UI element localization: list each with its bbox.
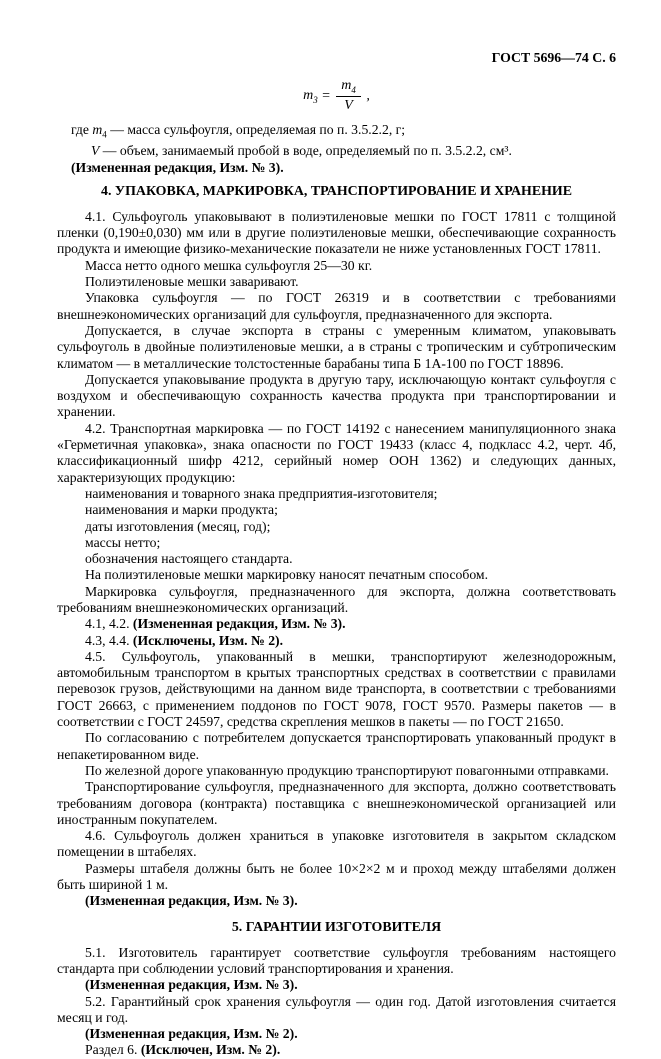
list-item-line: обозначения настоящего стандарта.	[85, 551, 293, 567]
legend-var-v: V	[91, 143, 100, 159]
paragraph: По железной дороге упакованную продукцию транспортируют повагонными отправками.	[85, 762, 609, 778]
formula-den-var: V	[344, 98, 353, 114]
edit-note: (Измененная редакция, Изм. № 3).	[85, 977, 298, 993]
edit-note: (Измененная редакция, Изм. № 3).	[85, 893, 298, 909]
formula-num-var: m	[341, 78, 352, 93]
paragraph-4-6: 4.6. Сульфоуголь должен храниться в упаковке изготовителя в закрытом складском помещении в штабелях.	[57, 828, 616, 860]
legend-var-m-sub: 4	[102, 129, 107, 140]
paragraph: Полиэтиленовые мешки заваривают.	[85, 274, 299, 290]
formula-trailing-comma: ,	[362, 88, 370, 104]
formula-denominator	[336, 97, 361, 114]
formula-lhs-sub: 3	[313, 95, 318, 106]
paragraph: Упаковка сульфоугля — по ГОСТ 26319 и в соответствии с требованиями внешнеэкономических организаций для сульфоугля, предназначенного для экспорта.	[57, 290, 616, 322]
section-4-heading: 4. УПАКОВКА, МАРКИРОВКА, ТРАНСПОРТИРОВАНИЕ И ХРАНЕНИЕ	[101, 183, 572, 199]
paragraph: Масса нетто одного мешка сульфоугля 25—30 кг.	[85, 257, 373, 273]
edit-note-bold-text: (Исключены, Изм. № 2).	[132, 632, 284, 648]
legend-m-description: — масса сульфоугля, определяемая по п. 3.5.2.2, г;	[106, 122, 406, 138]
formula-num-sub: 4	[351, 84, 356, 95]
edit-note: (Измененная редакция, Изм. № 3).	[71, 159, 284, 175]
formula-legend-line-2	[57, 143, 616, 159]
paragraph: Маркировка сульфоугля, предназначенного для экспорта, должна соответствовать требованиям внешнеэкономических организаций.	[57, 583, 616, 615]
legend-where-word: где	[71, 122, 93, 138]
paragraph-4-1: 4.1. Сульфоуголь упаковывают в полиэтиленовые мешки по ГОСТ 17811 с толщиной пленки (0,190±0,030) мм или в другие полиэтиленовые мешки, обеспечивающие сохранность продукта и имеющие физико-механические показатели не ниже установленных ГОСТ 17811.	[57, 208, 616, 257]
formula-lhs	[303, 88, 318, 106]
formula-numerator	[336, 78, 361, 97]
section-6-excluded-line	[57, 1042, 616, 1058]
page-header: ГОСТ 5696—74 С. 6	[491, 50, 616, 65]
section-5-heading: 5. ГАРАНТИИ ИЗГОТОВИТЕЛЯ	[231, 919, 442, 935]
edit-note-bold-text: (Измененная редакция, Изм. № 3).	[132, 616, 346, 632]
formula	[57, 78, 616, 114]
section-6-label: Раздел 6.	[85, 1042, 141, 1058]
paragraph-5-1: 5.1. Изготовитель гарантирует соответствие сульфоугля требованиям настоящего стандарта при соблюдении условий транспортирования и хранения.	[57, 944, 616, 976]
legend-v-description: — объем, занимаемый пробой в воде, определяемый по п. 3.5.2.2, см³.	[99, 143, 512, 159]
legend-var-m: m	[92, 122, 103, 138]
edit-note-bold-text: (Исключен, Изм. № 2).	[140, 1042, 281, 1058]
list-item-line: даты изготовления (месяц, год);	[85, 518, 271, 534]
list-item-line: массы нетто;	[85, 534, 161, 550]
paragraph: На полиэтиленовые мешки маркировку наносят печатным способом.	[85, 567, 489, 583]
paragraph-4-2: 4.2. Транспортная маркировка — по ГОСТ 14192 с нанесением манипуляционного знака «Герметичная упаковка», знака опасности по ГОСТ 19433 (класс 4, подкласс 4.2, черт. 4б, классификационный шифр 4212, серийный номер ООН 1362) и следующих данных, характеризующих продукцию:	[57, 420, 616, 485]
list-item-line: наименования и марки продукта;	[85, 502, 278, 518]
paragraph: Допускается упаковывание продукта в другую тару, исключающую контакт сульфоугля с воздухом и обеспечивающую сохранность качества продукта при транспортировании и хранении.	[57, 371, 616, 420]
paragraph-4-5: 4.5. Сульфоуголь, упакованный в мешки, транспортируют железнодорожным, автомобильным транспортом в крытых транспортных средствах в соответствии с правилами перевозок грузов, действующими на данном виде транспорта, в соответствии с требованиями ГОСТ 26663, с применением поддонов по ГОСТ 9078, ГОСТ 9570. Размеры пакетов — в соответствии с ГОСТ 24597, средства скрепления мешков в пакеты — по ГОСТ 21650.	[57, 648, 616, 730]
edit-note-4-1-4-2	[57, 616, 616, 632]
formula-equals: =	[317, 88, 335, 104]
clause-numbers: 4.3, 4.4.	[85, 632, 133, 648]
clause-numbers: 4.1, 4.2.	[85, 616, 133, 632]
list-item-line: наименования и товарного знака предприятия-изготовителя;	[85, 485, 438, 501]
formula-lhs-var: m	[303, 88, 314, 104]
paragraph: Допускается, в случае экспорта в страны с умеренным климатом, упаковывать сульфоуголь в двойные полиэтиленовые мешки, а в страны с тропическим и субтропическим климатом — в металлические толстостенные барабаны типа Б 1А-100 по ГОСТ 18896.	[57, 322, 616, 371]
formula-fraction	[336, 78, 361, 114]
paragraph: Транспортирование сульфоугля, предназначенного для экспорта, должно соответствовать требованиям договора (контракта) поставщика с внешнеэкономической организацией или иностранным покупателем.	[57, 779, 616, 827]
edit-note-4-3-4-4	[57, 633, 616, 649]
edit-note: (Измененная редакция, Изм. № 2).	[85, 1026, 298, 1042]
formula-legend-line-1	[57, 122, 616, 143]
paragraph: По согласованию с потребителем допускается транспортировать упакованный продукт в непакетированном виде.	[57, 730, 616, 762]
paragraph-5-2: 5.2. Гарантийный срок хранения сульфоугля — один год. Датой изготовления считается месяц и год.	[57, 993, 616, 1025]
paragraph: Размеры штабеля должны быть не более 10×2×2 м и проход между штабелями должен быть шириной 1 м.	[57, 860, 616, 893]
